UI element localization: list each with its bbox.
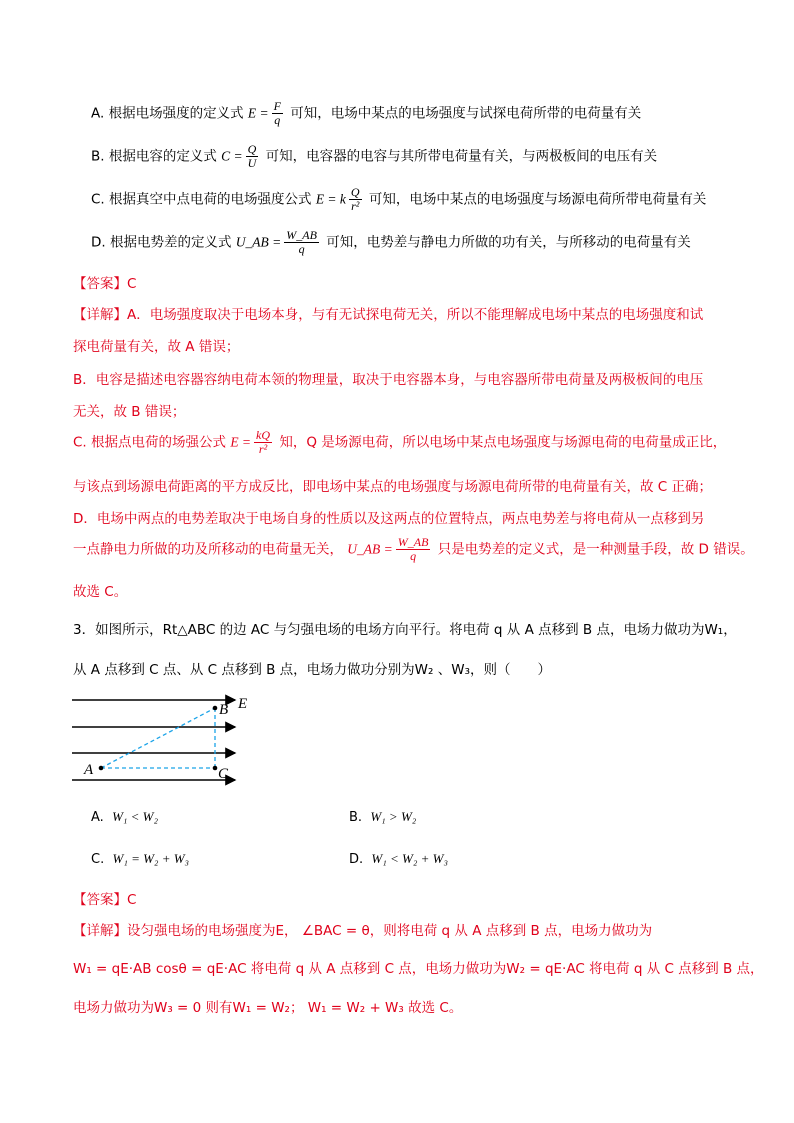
detail-a-line2: 探电荷量有关，故 A 错误； — [73, 339, 240, 355]
detail-c-line2: 与该点到场源电荷距离的平方成反比，即电场中某点的电场强度与场源电荷所带的电荷量有关，故 C 正确； — [73, 479, 713, 495]
label-a: A — [84, 762, 94, 778]
point-a — [99, 766, 104, 771]
segment-ab — [101, 708, 215, 768]
option-b: B. 根据电容的定义式 C = $\frac{Q}{U}$ 可知，电容器的电容与其所带电荷量有关，与两极板间的电压有关 — [91, 142, 658, 170]
option-d: D. 根据电势差的定义式 U_AB = $\frac{W\_AB}{q}$ 可知，电势差与静电力所做的功有关，与所移动的电荷量有关 — [91, 228, 691, 256]
detail-conclusion: 故选 C。 — [73, 584, 128, 600]
detail-a-line1: 【详解】A．电场强度取决于电场本身，与有无试探电荷无关，所以不能理解成电场中某点的电场强度和试 — [73, 307, 704, 323]
detail-b-line1: B．电容是描述电容器容纳电荷本领的物理量，取决于电容器本身，与电容器所带电荷量及两极板间的电压 — [73, 372, 704, 388]
detail-b-line2: 无关，故 B 错误； — [73, 404, 186, 420]
option-c: C. 根据真空中点电荷的电场强度公式 E = k $\frac{Q}{\text{r²}}$ 可知，电场中某点的电场强度与场源电荷所带电荷量有关 — [91, 185, 707, 213]
answer-q3: 【答案】C — [73, 892, 137, 908]
answer-q2: 【答案】C — [73, 276, 137, 292]
q3-stem-line2: 从 A 点移到 C 点、从 C 点移到 B 点，电场力做功分别为W₂ 、W₃，则（ ） — [73, 662, 551, 678]
q3-option-a: A. W₁ < W₂ — [91, 809, 159, 825]
point-b — [213, 706, 218, 711]
fraction: $\frac{F}{q}$ — [273, 99, 281, 127]
q3-option-d: D. W₁ < W₂ + W₃ — [349, 851, 449, 867]
option-a: A. 根据电场强度的定义式 E = $\frac{F}{q}$ 可知，电场中某点的电场强度与试探电荷所带的电荷量有关 — [91, 99, 642, 127]
field-diagram — [70, 690, 270, 790]
q3-detail-line1: 【详解】设匀强电场的电场强度为E， ∠BAC = θ，则将电荷 q 从 A 点移到 B 点，电场力做功为 — [73, 923, 653, 939]
label-b: B — [219, 702, 229, 718]
detail-c-line1: C. 根据点电荷的场强公式 E = $\frac{kQ}{\text{r²}}$ 知，Q 是场源电荷，所以电场中某点电场强度与场源电荷的电荷量成正比， — [73, 428, 727, 456]
q3-option-b: B. W₁ > W₂ — [349, 809, 417, 825]
q3-detail-line2: W₁ = qE·AB cosθ = qE·AC 将电荷 q 从 A 点移到 C 点，电场力做功为W₂ = qE·AC 将电荷 q 从 C 点移到 B 点， — [73, 961, 764, 977]
q3-option-c: C. W₁ = W₂ + W₃ — [91, 851, 190, 867]
detail-d-line2: 一点静电力所做的功及所移动的电荷量无关， U_AB = $\frac{W\_AB}{q}$ 只是电势差的定义式，是一种测量手段，故 D 错误。 — [73, 535, 754, 563]
fraction: $\frac{kQ}{\text{r²}}$ — [256, 428, 271, 456]
label-e: E — [238, 696, 248, 712]
label-c: C — [218, 766, 229, 782]
q3-detail-line3: 电场力做功为W₃ = 0 则有W₁ = W₂； W₁ = W₂ + W₃ 故选 C。 — [73, 1000, 463, 1016]
fraction: $\frac{Q}{U}$ — [247, 142, 257, 170]
fraction: $\frac{W\_AB}{q}$ — [397, 535, 429, 563]
point-c — [213, 766, 218, 771]
q3-stem-line1: 3．如图所示，Rt△ABC 的边 AC 与匀强电场的电场方向平行。将电荷 q 从 A 点移到 B 点，电场力做功为W₁， — [73, 622, 737, 638]
fraction: $\frac{Q}{\text{r²}}$ — [350, 185, 360, 213]
detail-d-line1: D．电场中两点的电势差取决于电场自身的性质以及这两点的位置特点，两点电势差与将电荷从一点移到另 — [73, 511, 705, 527]
fraction: $\frac{W\_AB}{q}$ — [286, 228, 317, 256]
